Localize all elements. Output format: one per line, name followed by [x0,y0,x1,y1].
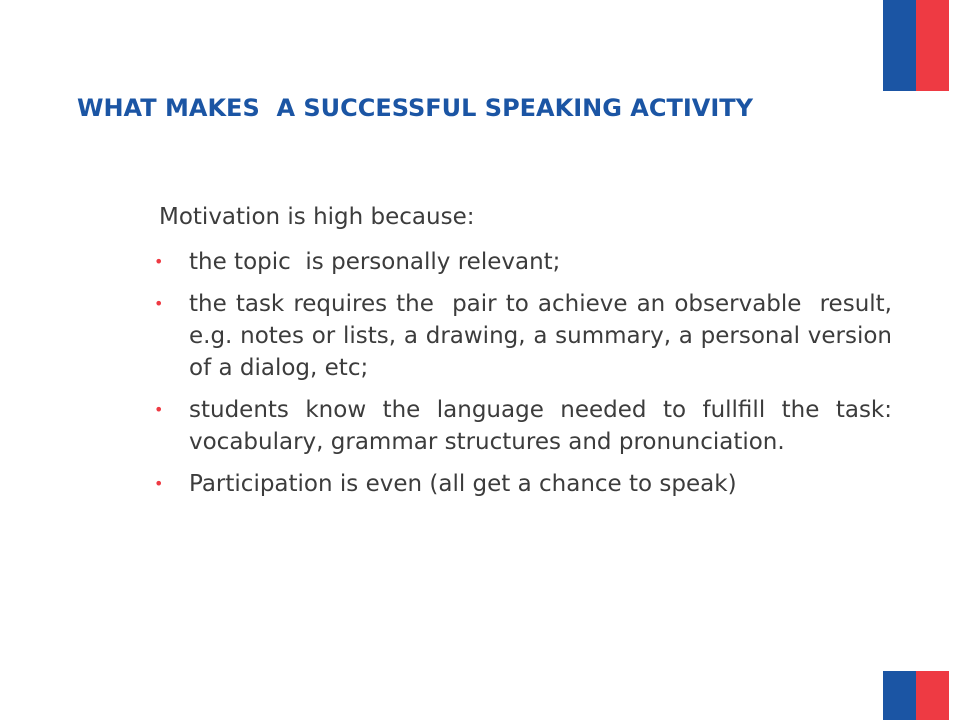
bullet-text: the topic is personally relevant; [189,249,561,275]
bullet-item [154,246,892,278]
bullet-item [154,468,892,500]
intro-text: Motivation is high because: [159,204,475,230]
bullet-item [154,288,900,384]
bullet-icon: • [154,400,164,419]
bullet-icon: • [154,474,164,493]
bullet-text: students know the language needed to fullfill the task: vocabulary, grammar structures and pronunciation. [189,397,900,455]
flag-decoration-bottom [883,671,949,720]
bullet-text: Participation is even (all get a chance to speak) [189,471,737,497]
bullet-icon: • [154,294,164,313]
bullet-icon: • [154,252,164,271]
bullet-list [154,246,900,510]
flag-red-stripe [916,671,949,720]
bullet-text: the task requires the pair to achieve an observable result, e.g. notes or lists, a drawing, a summary, a personal version of a dialog, etc; [189,291,900,381]
flag-red-stripe [916,0,949,91]
flag-decoration-top [883,0,949,91]
bullet-item [154,394,900,458]
slide-title: WHAT MAKES A SUCCESSFUL SPEAKING ACTIVITY [77,94,754,122]
flag-blue-stripe [883,0,916,91]
flag-blue-stripe [883,671,916,720]
